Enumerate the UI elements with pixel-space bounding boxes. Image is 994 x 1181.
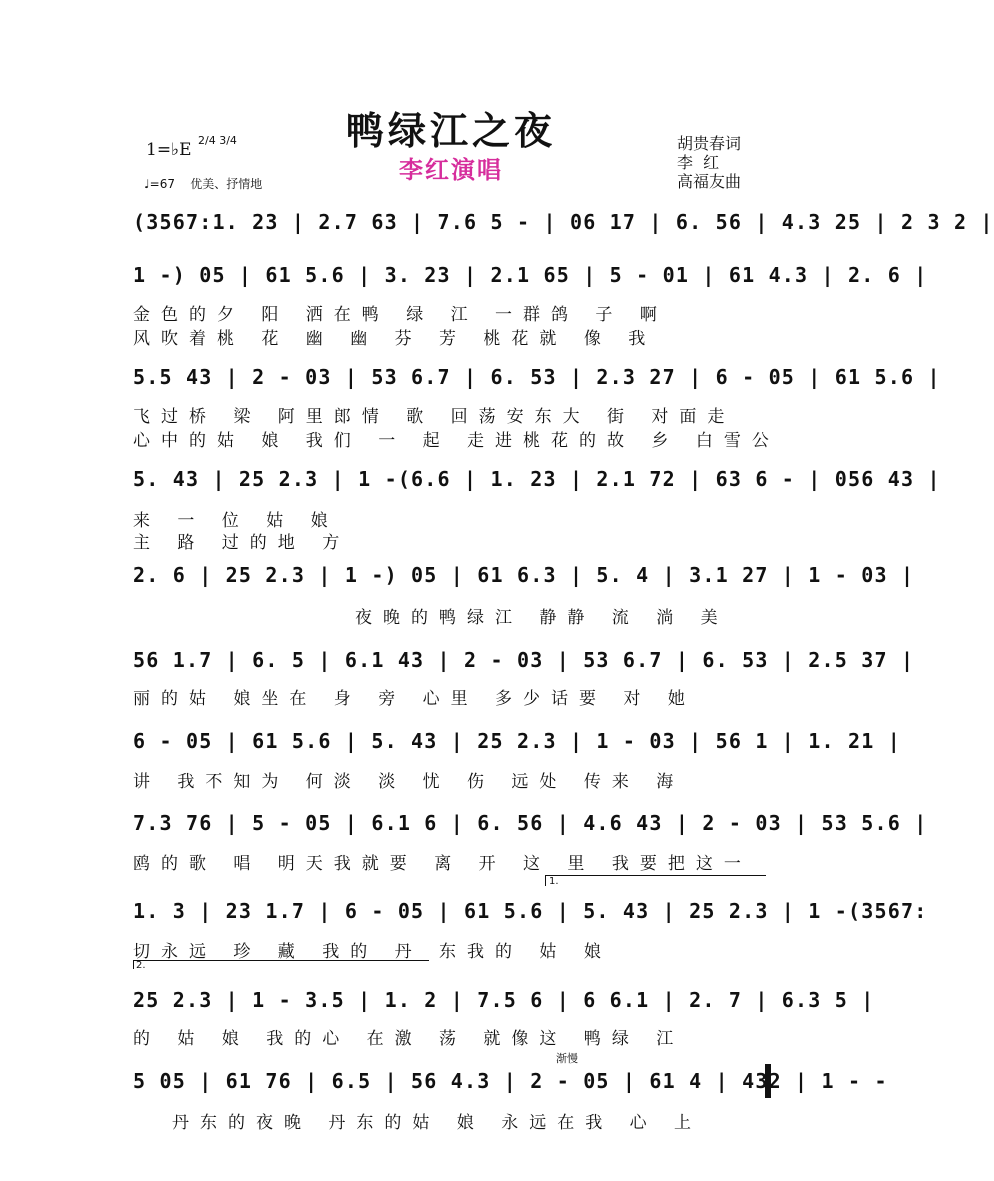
lyric-line-6: 主 路 过的地 方 xyxy=(133,533,351,553)
tempo-value: ♩=67 xyxy=(144,177,175,191)
score-row-5 xyxy=(133,558,915,592)
score-row-7 xyxy=(133,724,901,758)
lyric-line-3: 飞过桥 梁 阿里郎情 歌 回荡安东大 街 对面走 xyxy=(133,407,736,427)
score-row-6 xyxy=(133,643,915,677)
lyricist: 胡贵春词 xyxy=(677,134,742,153)
lyric-line-4: 心中的姑 娘 我们 一 起 走进桃花的故 乡 白雪公 xyxy=(133,431,780,451)
lyric-line-5: 来 一 位 姑 娘 xyxy=(133,511,339,531)
credits xyxy=(677,134,741,191)
lyric-line-7: 夜晚的鸭绿江 静静 流 淌 美 xyxy=(355,608,729,628)
score-row-10 xyxy=(133,983,875,1017)
notes: 2. 6 | 25 2.3 | 1 -) 05 | 61 6.3 | 5. 4 | 3.1 27 | 1 - 03 | xyxy=(133,563,915,587)
lyric-line-11: 切永远 珍 藏 我的 丹 东我的 姑 娘 xyxy=(133,942,612,962)
singer-label: 李红演唱 xyxy=(399,156,503,184)
style-marking: 优美、抒情地 xyxy=(190,177,263,191)
notes: 6 - 05 | 61 5.6 | 5. 43 | 25 2.3 | 1 - 03 | 56 1 | 1. 21 | xyxy=(133,729,901,753)
final-barline xyxy=(765,1064,771,1098)
notes: 5. 43 | 25 2.3 | 1 -(6.6 | 1. 23 | 2.1 72 | 63 6 - | 056 43 | xyxy=(133,467,941,491)
notes: 56 1.7 | 6. 5 | 6.1 43 | 2 - 03 | 53 6.7 | 6. 53 | 2.5 37 | xyxy=(133,648,915,672)
lyric-line-13: 丹东的夜晚 丹东的姑 娘 永远在我 心 上 xyxy=(172,1113,703,1133)
notes: 5 05 | 61 76 | 6.5 | 56 4.3 | 2 - 05 | 61 4 | 432 | 1 - - xyxy=(133,1069,888,1093)
song-title: 鸭绿江之夜 xyxy=(345,108,556,153)
notes: 5.5 43 | 2 - 03 | 53 6.7 | 6. 53 | 2.3 27 | 6 - 05 | 61 5.6 | xyxy=(133,365,941,389)
score-row-2 xyxy=(133,258,928,292)
notes: (3567:1. 23 | 2.7 63 | 7.6 5 - | 06 17 | 6. 56 | 4.3 25 | 2 3 2 | xyxy=(133,210,994,234)
volta-1: 1. xyxy=(549,876,559,887)
volta-1-bracket xyxy=(545,875,766,886)
lyric-line-10: 鸥的歌 唱 明天我就要 离 开 这 里 我要把这一 xyxy=(133,854,752,874)
time-signature: 2/4 3/4 xyxy=(198,134,237,147)
score-row-8 xyxy=(133,806,928,840)
key-signature: 1=♭E xyxy=(146,140,192,160)
lyricist-2: 李 红 xyxy=(677,153,720,172)
lyric-line-2: 风吹着桃 花 幽 幽 芬 芳 桃花就 像 我 xyxy=(133,329,657,349)
score-row-4 xyxy=(133,462,941,496)
score-row-9 xyxy=(133,894,928,928)
lyric-line-9: 讲 我不知为 何淡 淡 忧 伤 远处 传来 海 xyxy=(133,772,685,792)
tempo-marking xyxy=(144,175,262,192)
notes: 1 -) 05 | 61 5.6 | 3. 23 | 2.1 65 | 5 - 01 | 61 4.3 | 2. 6 | xyxy=(133,263,928,287)
notes: 1. 3 | 23 1.7 | 6 - 05 | 61 5.6 | 5. 43 | 25 2.3 | 1 -(3567: xyxy=(133,899,928,923)
lyric-line-12: 的 姑 娘 我的心 在激 荡 就像这 鸭绿 江 xyxy=(133,1029,685,1049)
lyric-line-1: 金色的夕 阳 洒在鸭 绿 江 一群鸽 子 啊 xyxy=(133,305,668,325)
volta-2: 2. xyxy=(136,960,146,971)
score-row-11 xyxy=(133,1064,888,1098)
volta-2-bracket xyxy=(133,960,429,969)
composer: 高福友曲 xyxy=(677,172,742,191)
notes: 25 2.3 | 1 - 3.5 | 1. 2 | 7.5 6 | 6 6.1 | 2. 7 | 6.3 5 | xyxy=(133,988,875,1012)
notes: 7.3 76 | 5 - 05 | 6.1 6 | 6. 56 | 4.6 43 | 2 - 03 | 53 5.6 | xyxy=(133,811,928,835)
score-row-1 xyxy=(133,205,994,239)
lyric-line-8: 丽的姑 娘坐在 身 旁 心里 多少话要 对 她 xyxy=(133,689,696,709)
score-row-3 xyxy=(133,360,941,394)
rit-marking: 渐慢 xyxy=(556,1052,578,1065)
